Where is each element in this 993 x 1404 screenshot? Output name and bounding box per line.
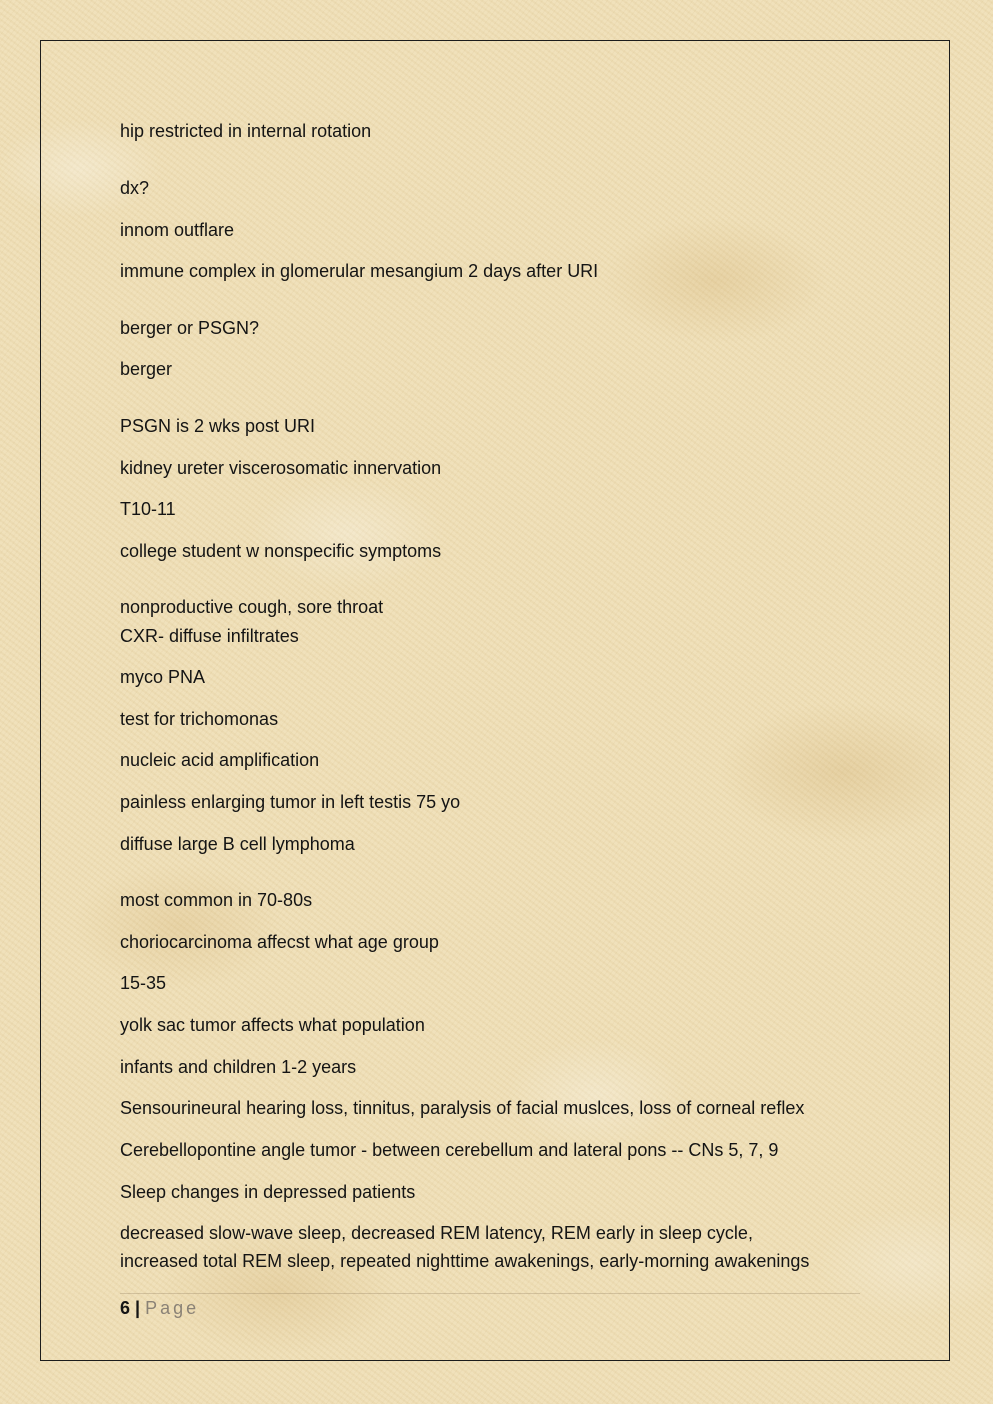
text-line: yolk sac tumor affects what population [120,1015,425,1035]
text-line: berger or PSGN? [120,318,260,338]
text-line: T10-11 [120,499,176,519]
text-line: choriocarcinoma affecst what age group [120,932,439,952]
text-line: nucleic acid amplification [120,750,320,770]
text-line: PSGN is 2 wks post URI [120,416,316,436]
text-line: immune complex in glomerular mesangium 2 days after URI [120,261,599,281]
page-footer [120,1294,199,1322]
text-line: kidney ureter viscerosomatic innervation [120,458,442,478]
text-line: myco PNA [120,667,206,687]
text-line: 15-35 [120,973,167,993]
text-line: infants and children 1-2 years [120,1057,357,1077]
footer-divider [120,1293,860,1294]
text-line: Sleep changes in depressed patients [120,1182,416,1202]
text-line: most common in 70-80s [120,890,313,910]
text-line: diffuse large B cell lymphoma [120,834,355,854]
text-line: college student w nonspecific symptoms [120,541,442,561]
text-line: Sensourineural hearing loss, tinnitus, paralysis of facial muslces, loss of corneal reflex [120,1098,805,1118]
text-line: berger [120,359,173,379]
text-line: painless enlarging tumor in left testis 75 yo [120,792,461,812]
text-line: test for trichomonas [120,709,279,729]
text-line: increased total REM sleep, repeated nighttime awakenings, early-morning awakenings [120,1251,810,1271]
text-line: dx? [120,178,150,198]
text-line: innom outflare [120,220,235,240]
text-line: Cerebellopontine angle tumor - between cerebellum and lateral pons -- CNs 5, 7, 9 [120,1140,779,1160]
page-separator: | [135,1298,141,1318]
text-line: CXR- diffuse infiltrates [120,626,299,646]
page-number: 6 [120,1298,131,1318]
text-line: hip restricted in internal rotation [120,121,372,141]
page-label: Page [145,1298,200,1318]
text-line: nonproductive cough, sore throat [120,597,384,617]
text-line: decreased slow-wave sleep, decreased REM latency, REM early in sleep cycle, [120,1223,753,1243]
